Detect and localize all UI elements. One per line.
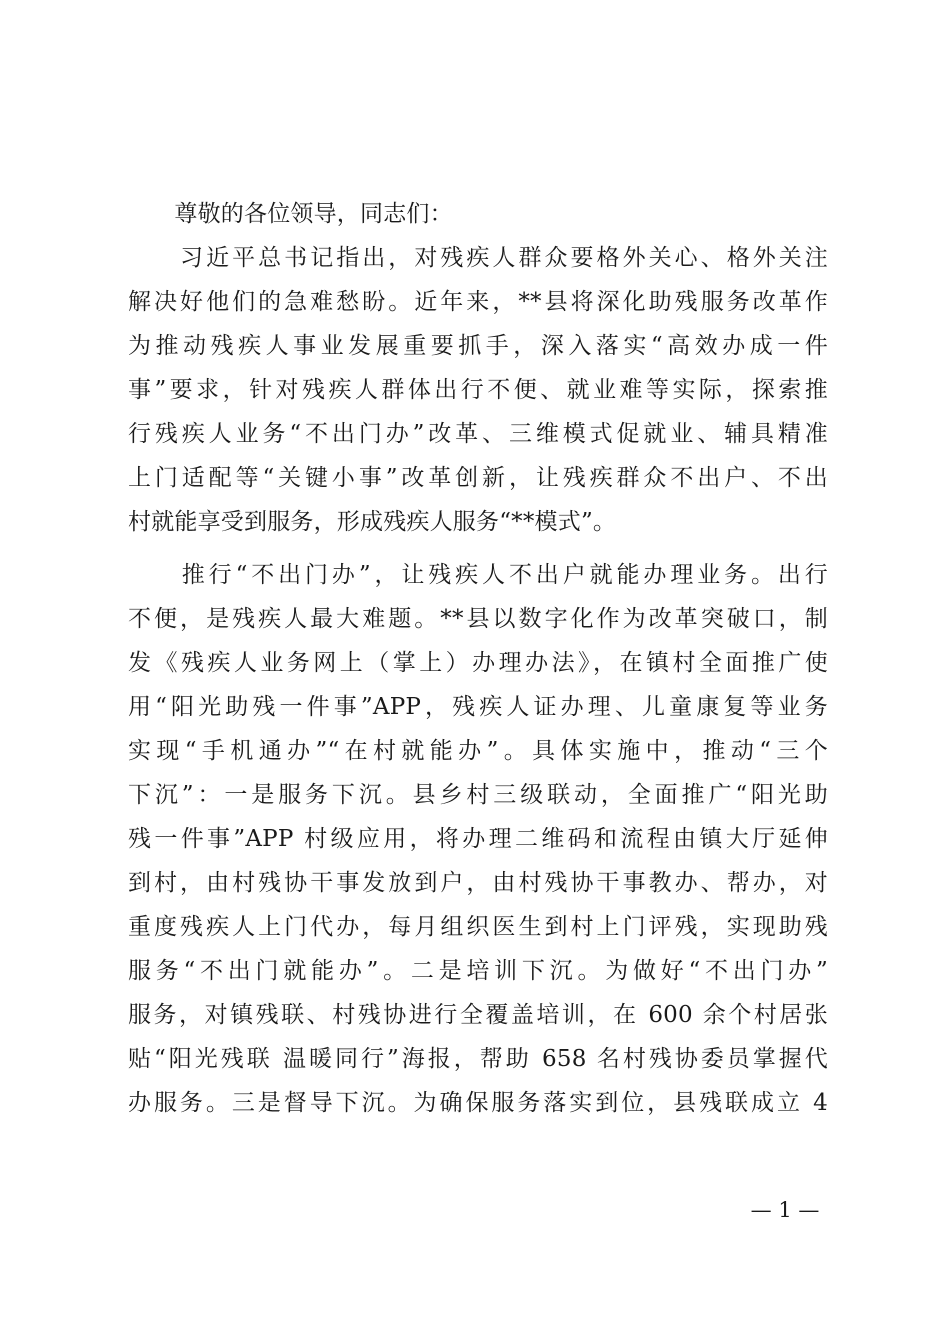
paragraph-2-line-2: 不便，是残疾人最大难题。**县以数字化作为改革突破口，制 [128, 606, 828, 632]
paragraph-2-line-8: 到村，由村残协干事发放到户，由村残协干事教办、帮办，对 [128, 870, 828, 896]
paragraph-1-line-4: 事”要求，针对残疾人群体出行不便、就业难等实际，探索推 [128, 377, 828, 403]
paragraph-1-line-6: 上门适配等“关键小事”改革创新，让残疾群众不出户、不出 [128, 465, 828, 491]
paragraph-1-line-7: 村就能享受到服务，形成残疾人服务“**模式”。 [128, 509, 617, 535]
paragraph-1-line-5: 行残疾人业务“不出门办”改革、三维模式促就业、辅具精准 [128, 421, 828, 447]
paragraph-1-line-1: 习近平总书记指出，对残疾人群众要格外关心、格外关注 [128, 245, 828, 271]
paragraph-2-line-6: 下沉”：一是服务下沉。县乡村三级联动，全面推广“阳光助 [128, 782, 828, 808]
paragraph-2-line-4: 用“阳光助残一件事”APP，残疾人证办理、儿童康复等业务 [128, 694, 828, 720]
paragraph-2-line-7: 残一件事”APP 村级应用，将办理二维码和流程由镇大厅延伸 [128, 826, 828, 852]
paragraph-2-line-3: 发《残疾人业务网上（掌上）办理办法》，在镇村全面推广使 [128, 650, 828, 676]
paragraph-2-line-11: 服务，对镇残联、村残协进行全覆盖培训，在 600 余个村居张 [128, 1002, 828, 1028]
paragraph-2-line-13: 办服务。三是督导下沉。为确保服务落实到位，县残联成立 4 [128, 1090, 828, 1116]
paragraph-2-line-5: 实现“手机通办”“在村就能办”。具体实施中，推动“三个 [128, 738, 828, 764]
salutation-line: 尊敬的各位领导，同志们： [128, 201, 453, 227]
paragraph-2-line-9: 重度残疾人上门代办，每月组织医生到村上门评残，实现助残 [128, 914, 828, 940]
page-number: — 1 — [750, 1198, 820, 1222]
paragraph-2-line-1: 推行“不出门办”，让残疾人不出户就能办理业务。出行 [128, 562, 828, 588]
paragraph-2-line-10: 服务“不出门就能办”。二是培训下沉。为做好“不出门办” [128, 958, 828, 984]
paragraph-1-line-3: 为推动残疾人事业发展重要抓手，深入落实“高效办成一件 [128, 333, 828, 359]
paragraph-2-line-12: 贴“阳光残联 温暖同行”海报，帮助 658 名村残协委员掌握代 [128, 1046, 828, 1072]
paragraph-1-line-2: 解决好他们的急难愁盼。近年来，**县将深化助残服务改革作 [128, 289, 828, 315]
